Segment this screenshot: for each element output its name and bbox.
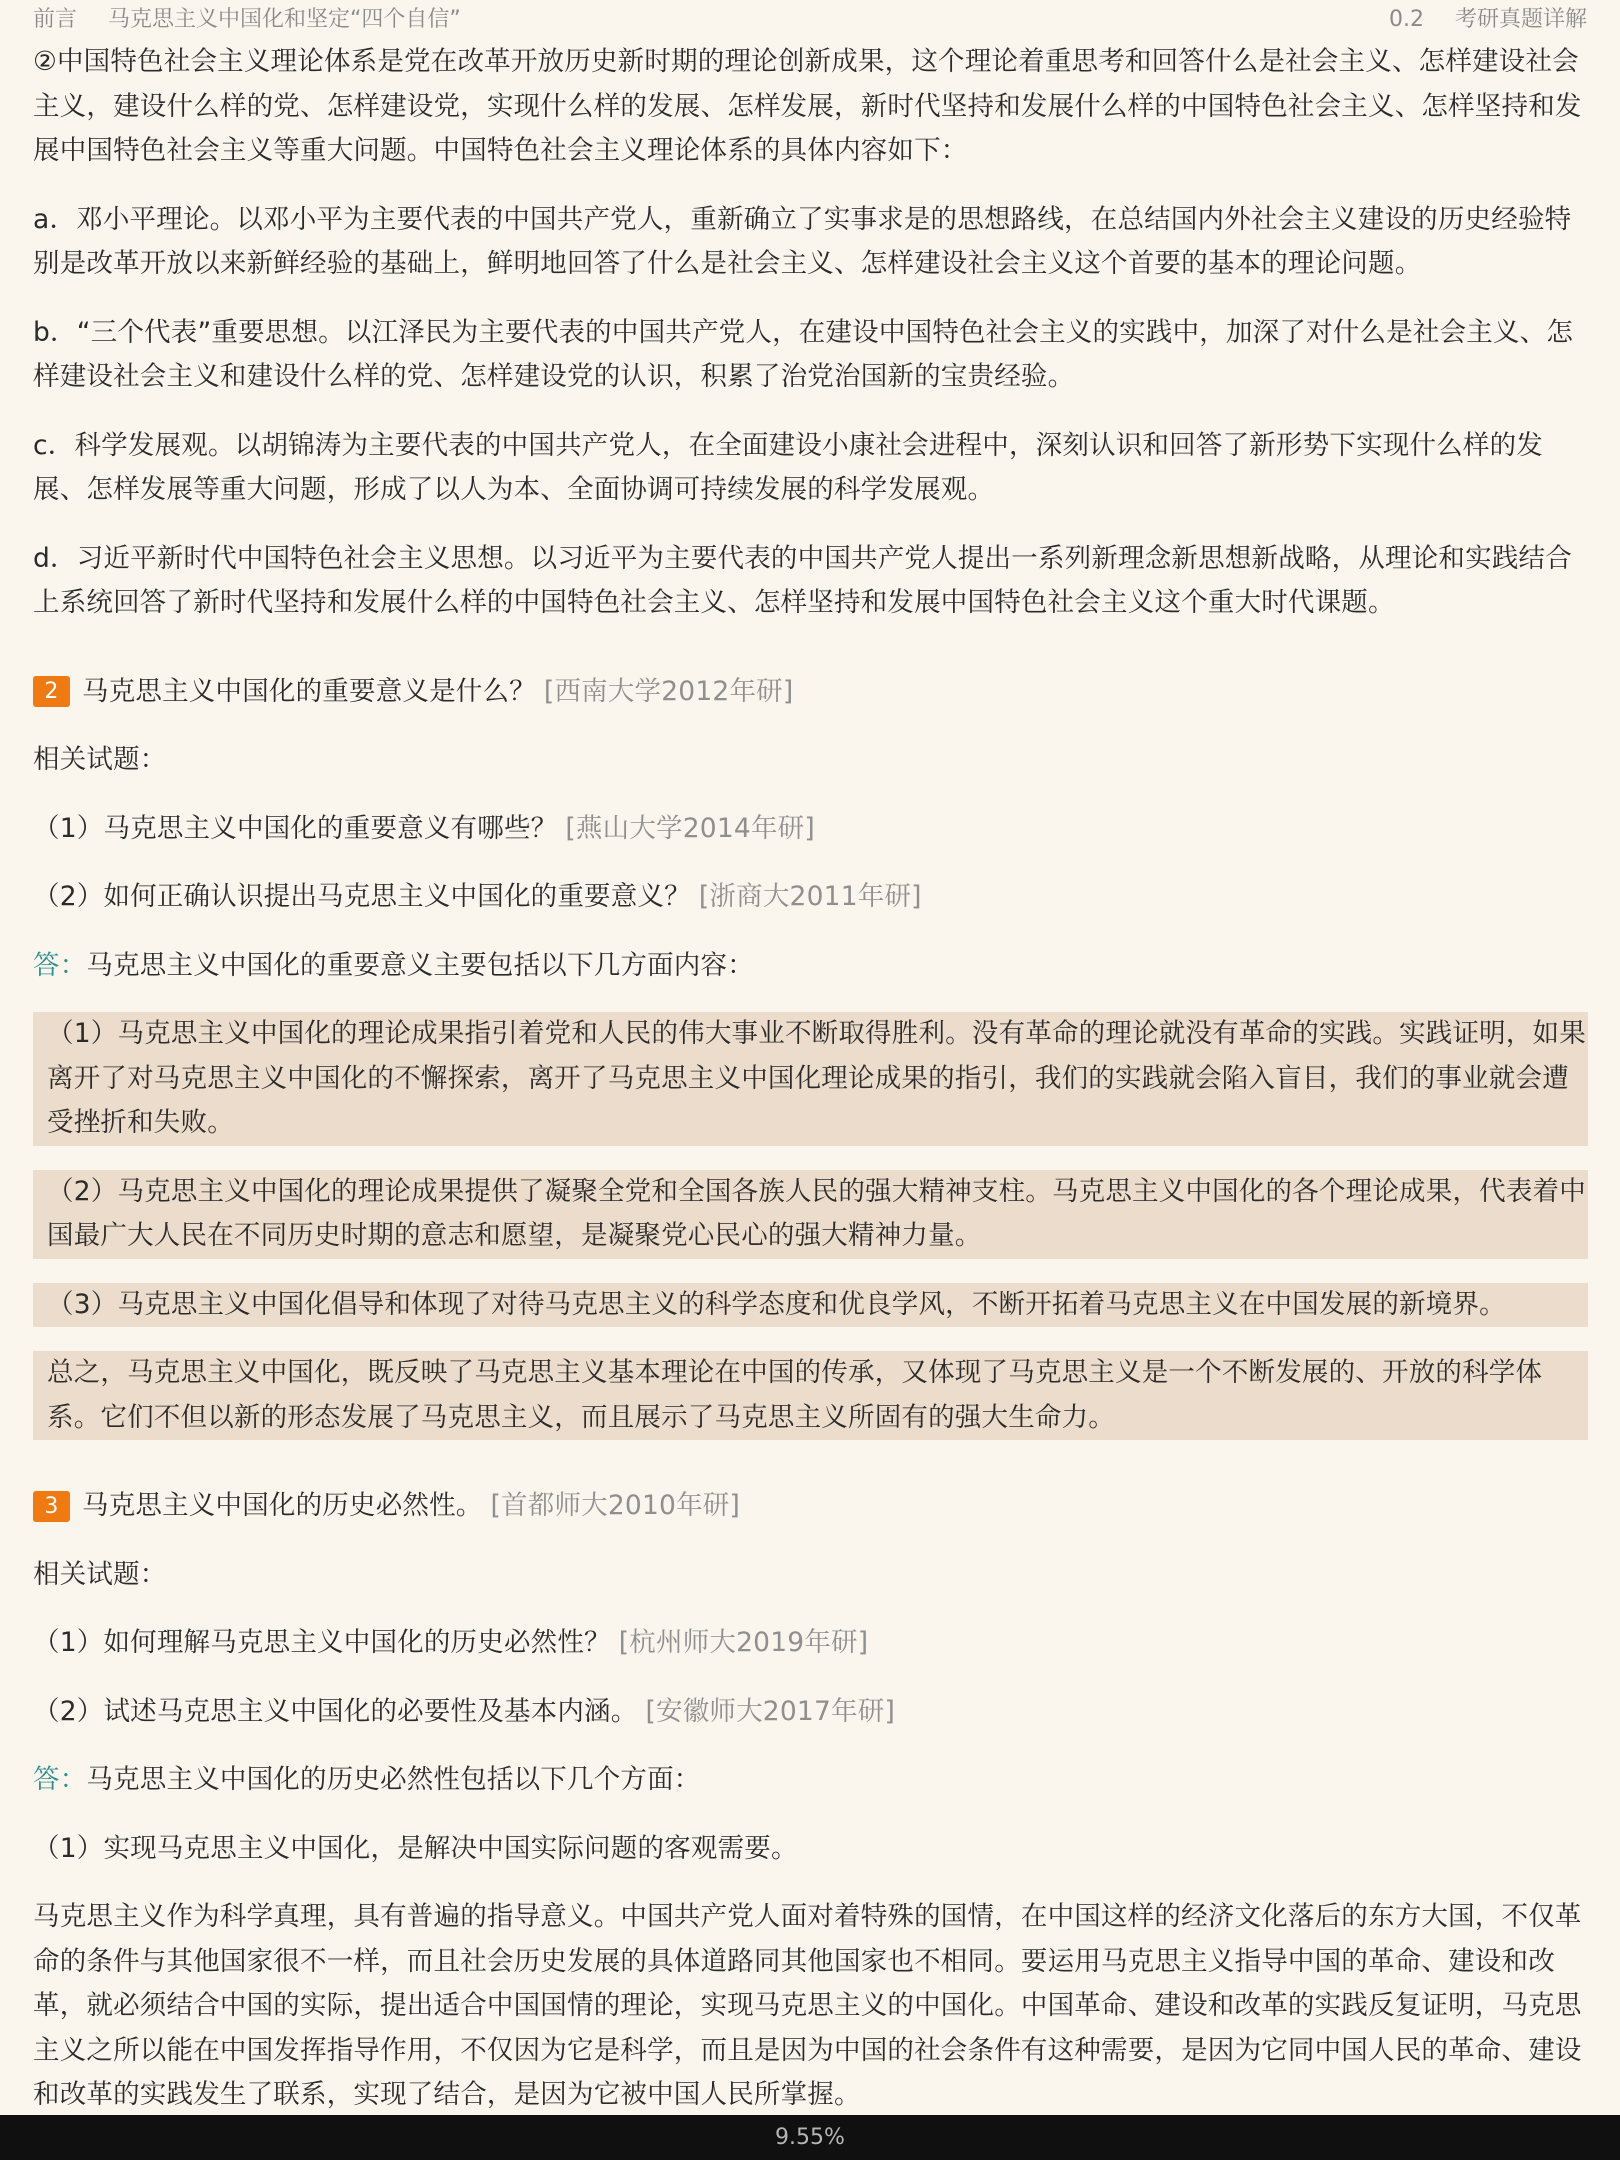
chapter-label[interactable]: 前言 [33,7,78,32]
paragraph-a: a．邓小平理论。以邓小平为主要代表的中国共产党人，重新确立了实事求是的思想路线，在总结国内外社会主义建设的历史经验特别是改革开放以来新鲜经验的基础上，鲜明地回答了什么是社会主义、怎样建设社会主义这个首要的基本的理论问题。 [33,203,1572,279]
answer-intro [33,1758,1588,1803]
reading-progress-bar [0,2115,1620,2160]
paragraph-c: c．科学发展观。以胡锦涛为主要代表的中国共产党人，在全面建设小康社会进程中，深刻认识和回答了新形势下实现什么样的发展、怎样发展等重大问题，形成了以人为本、全面协调可持续发展的科学发展观。 [33,429,1543,505]
question-3-title [33,1484,1588,1529]
related-text: （1）马克思主义中国化的重要意义有哪些？ [33,812,558,844]
question-source: [西南大学2012年研] [543,675,794,707]
answer-label: 答： [33,949,87,981]
related-label: 相关试题： [33,744,167,775]
related-question-1 [33,807,1588,852]
answer-intro-text: 马克思主义中国化的重要意义主要包括以下几方面内容： [86,949,754,981]
question-2-title [33,670,1588,715]
related-label: 相关试题： [33,1558,167,1590]
related-source: [安徽师大2017年研] [645,1695,895,1727]
paragraph-d: d．习近平新时代中国特色社会主义思想。以习近平为主要代表的中国共产党人提出一系列新理念新思想新战略，从理论和实践结合上系统回答了新时代坚持和发展什么样的中国特色社会主义、怎样坚持和发展中国特色社会主义这个重大时代课题。 [33,542,1572,618]
highlight-paragraph-1[interactable]: （1）马克思主义中国化的理论成果指引着党和人民的伟大事业不断取得胜利。没有革命的理论就没有革命的实践。实践证明，如果离开了对马克思主义中国化的不懈探索，离开了马克思主义中国化理论成果的指引，我们的实践就会陷入盲目，我们的事业就会遭受挫折和失败。 [33,1012,1588,1146]
answer-label: 答： [33,1764,87,1795]
related-text: （2）如何正确认识提出马克思主义中国化的重要意义？ [33,881,691,912]
answer-paragraph: 马克思主义作为科学真理，具有普遍的指导意义。中国共产党人面对着特殊的国情，在中国这样的经济文化落后的东方大国，不仅革命的条件与其他国家很不一样，而且社会历史发展的具体道路同其他国家也不相同。要运用马克思主义指导中国的革命、建设和改革，就必须结合中国的实际，提出适合中国国情的理论，实现马克思主义的中国化。中国革命、建设和改革的实践反复证明，马克思主义之所以能在中国发挥指导作用，不仅因为它是科学，而且是因为中国的社会条件有这种需要，是因为它同中国人民的革命、建设和改革的实践发生了联系，实现了结合，是因为它被中国人民所掌握。 [33,1901,1582,2110]
related-source: [浙商大2011年研] [698,881,922,912]
reader-content[interactable] [33,40,1588,2115]
reading-progress: 9.55% [775,2125,845,2150]
question-number-badge: 3 [33,1491,70,1522]
book-title: 考研真题详解 [1454,7,1587,32]
page-number: 0.2 [1388,7,1424,32]
reader-header [0,0,1620,40]
section-title[interactable]: 马克思主义中国化和坚定“四个自信” [108,7,461,32]
answer-intro-text: 马克思主义中国化的历史必然性包括以下几个方面： [86,1764,701,1795]
related-text: （2）试述马克思主义中国化的必要性及基本内涵。 [33,1695,638,1727]
paragraph-intro: ②中国特色社会主义理论体系是党在改革开放历史新时期的理论创新成果，这个理论着重思考和回答什么是社会主义、怎样建设社会主义，建设什么样的党、怎样建设党，实现什么样的发展、怎样发展，新时代坚持和发展什么样的中国特色社会主义、怎样坚持和发展中国特色社会主义等重大问题。中国特色社会主义理论体系的具体内容如下： [33,46,1582,166]
answer-intro [33,944,1588,989]
paragraph-b: b．“三个代表”重要思想。以江泽民为主要代表的中国共产党人，在建设中国特色社会主义的实践中，加深了对什么是社会主义、怎样建设社会主义和建设什么样的党、怎样建设党的认识，积累了治党治国新的宝贵经验。 [33,316,1574,392]
question-source: [首都师大2010年研] [490,1490,741,1521]
related-text: （1）如何理解马克思主义中国化的历史必然性？ [33,1627,611,1658]
related-question-2 [33,875,1588,920]
highlight-paragraph-2[interactable]: （2）马克思主义中国化的理论成果提供了凝聚全党和全国各族人民的强大精神支柱。马克思主义中国化的各个理论成果，代表着中国最广大人民在不同历史时期的意志和愿望，是凝聚党心民心的强大精神力量。 [33,1170,1588,1259]
related-source: [杭州师大2019年研] [618,1627,869,1658]
answer-point-1: （1）实现马克思主义中国化，是解决中国实际问题的客观需要。 [33,1832,798,1864]
question-text: 马克思主义中国化的重要意义是什么？ [82,675,536,707]
related-question-1 [33,1621,1588,1666]
highlight-paragraph-4[interactable]: 总之，马克思主义中国化，既反映了马克思主义基本理论在中国的传承，又体现了马克思主义是一个不断发展的、开放的科学体系。它们不但以新的形态发展了马克思主义，而且展示了马克思主义所固有的强大生命力。 [33,1351,1588,1440]
question-number-badge: 2 [33,676,70,707]
question-text: 马克思主义中国化的历史必然性。 [82,1490,483,1521]
highlight-paragraph-3[interactable]: （3）马克思主义中国化倡导和体现了对待马克思主义的科学态度和优良学风，不断开拓着马克思主义在中国发展的新境界。 [33,1283,1588,1328]
related-question-2 [33,1690,1588,1735]
related-source: [燕山大学2014年研] [565,812,815,844]
